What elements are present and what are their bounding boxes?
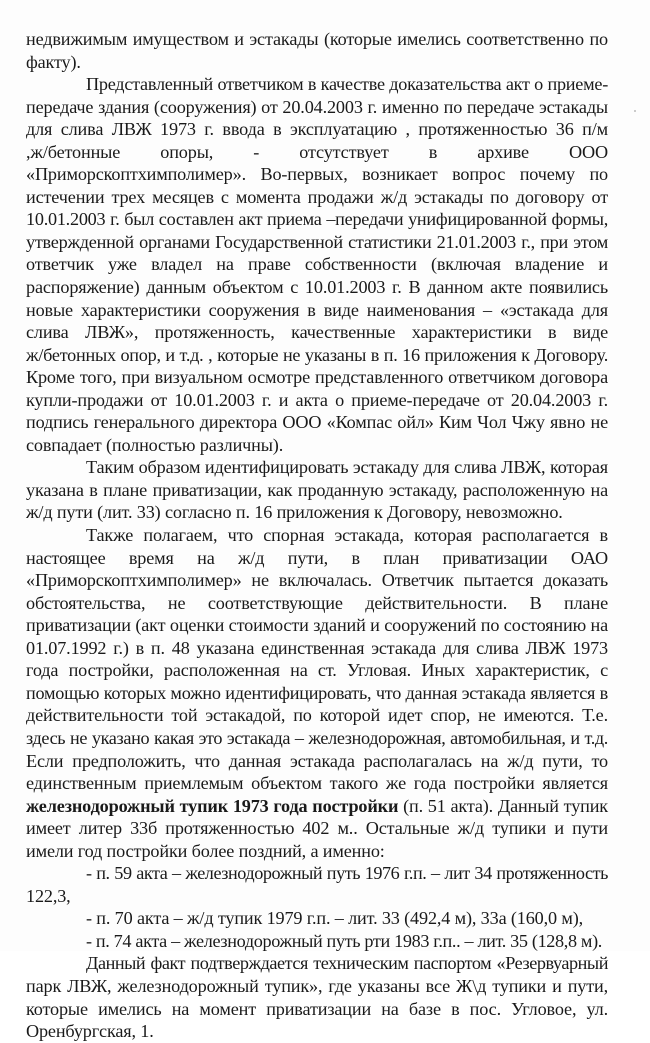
document-line [26,366,608,389]
line-text: Если предположить, что данная эстакада располагалась на ж/д пути, то [26,750,608,771]
document-line [26,479,608,502]
document-line [26,501,608,524]
line-text: Представленный ответчиком в качестве доказательства акт о приеме- [86,74,608,95]
line-text: - п. 59 акта – железнодорожный путь 1976 г.п. – лит 34 протяженность [86,863,608,884]
line-text: Также полагаем, что спорная эстакада, которая располагается в [86,525,608,546]
document-line [26,186,608,209]
line-text: Кроме того, при визуальном осмотре представленного ответчиком договора [26,367,608,388]
document-line [26,344,608,367]
document-line [26,547,608,570]
line-text: «Приморскоптхимполимер» не включалась. Ответчик пытается доказать [26,570,608,591]
document-line [26,817,608,840]
bold-phrase: железнодорожный тупик 1973 года постройки [26,795,399,816]
line-text: 10.01.2003 г. был составлен акт приема –передачи унифицированной формы, [26,209,608,230]
line-text: указана в плане приватизации, как проданную эстакаду, расположенную на [26,479,608,500]
document-line [26,862,608,885]
scan-speck [634,110,636,112]
line-text: ж/д пути (лит. 33) согласно п. 16 приложения к Договору, невозможно. [26,502,563,523]
line-text: обстоятельства, не соответствующие действительности. В плане [26,592,608,613]
document-line [26,28,608,51]
line-text: распоряжение) данным объектом с 10.01.2003 г. В данном акте появились [26,277,608,298]
document-line [26,321,608,344]
line-text: ответчик уже владел на праве собственности (включая владение и [26,254,608,275]
line-text: приватизации (акт оценки стоимости зданий и сооружений по состоянию на [26,615,608,636]
document-line [26,772,608,795]
document-line [26,208,608,231]
line-text: недвижимым имуществом и эстакады (которые имелись соответственно по [26,29,608,49]
line-text: передаче здания (сооружения) от 20.04.2003 г. именно по передаче эстакады [26,96,608,117]
line-text: - п. 70 акта – ж/д тупик 1979 г.п. – лит. 33 (492,4 м), 33а (160,0 м), [86,908,584,929]
line-text: Таким образом идентифицировать эстакаду для слива ЛВЖ, которая [86,457,608,478]
line-text: 122,3, [26,885,71,906]
document-line [26,524,608,547]
line-text: «Приморскоптхимполимер». Во-первых, возникает вопрос почему по [26,164,608,185]
line-text: купли-продажи от 10.01.2003 г. и акта о приеме-передаче от 20.04.2003 г. [26,389,608,410]
document-line [26,975,608,998]
document-body [26,28,608,1043]
line-text: настоящее время на ж/д пути, в план приватизации ОАО [26,547,608,568]
document-line [26,930,608,953]
line-text: года постройки, расположенная на ст. Угловая. Иных характеристик, с [26,660,608,681]
line-text: единственным приемлемым объектом такого же года постройки является [26,773,608,794]
document-line [26,592,608,615]
document-line [26,73,608,96]
line-text: помощью которых можно идентифицировать, что данная эстакада является в [26,682,608,703]
line-text: утвержденной органами Государственной статистики 21.01.2003 г., при этом [26,231,608,252]
document-line [26,569,608,592]
document-line [26,434,608,457]
line-text: новые характеристики сооружения в виде наименования – «эстакада для [26,299,608,320]
document-line [26,727,608,750]
line-text: слива ЛВЖ», протяженность, качественные характеристики в виде [26,322,608,343]
line-text: парк ЛВЖ, железнодорожный тупик», где указаны все Ж\д тупики и пути, [26,975,608,996]
line-text: подпись генерального директора ООО «Компас ойл» Ким Чол Чжу явно не [26,412,608,433]
line-text: 01.07.1992 г.) в п. 48 указана единственная эстакада для слива ЛВЖ 1973 [26,637,608,658]
line-text: совпадает (полностью различны). [26,434,284,455]
line-text: Оренбургская, 1. [26,1021,154,1042]
document-line [26,659,608,682]
line-text: ,ж/бетонные опоры, - отсутствует в архиве ООО [26,141,608,162]
document-line [26,96,608,119]
line-text: для слива ЛВЖ 1973 г. ввода в эксплуатацию , протяженностью 36 п/м [26,119,608,140]
line-text: Данный факт подтверждается техническим паспортом «Резервуарный [86,953,608,974]
line-text: (п. 51 акта). Данный тупик [398,795,608,816]
document-line [26,456,608,479]
document-line [26,682,608,705]
document-line [26,885,608,908]
line-text: имели год постройки более поздний, а именно: [26,840,385,861]
line-text: здесь не указано какая это эстакада – железнодорожная, автомобильная, и т.д. [26,727,608,748]
line-text: истечении трех месяцев с момента продажи ж/д эстакады по договору от [26,186,608,207]
document-line [26,299,608,322]
document-line [26,411,608,434]
document-line [26,614,608,637]
document-line [26,231,608,254]
document-line [26,907,608,930]
line-text: - п. 74 акта – железнодорожный путь рти 1983 г.п.. – лит. 35 (128,8 м). [86,930,602,951]
document-line [26,253,608,276]
document-line [26,389,608,412]
document-line [26,141,608,164]
line-text: факту). [26,51,81,72]
document-line [26,51,608,74]
document-line [26,840,608,863]
line-text: ж/бетонных опор, и т.д. , которые не указаны в п. 16 приложения к Договору. [26,344,608,365]
document-line [26,276,608,299]
document-line [26,704,608,727]
document-line [26,795,608,818]
document-line [26,637,608,660]
line-text: имеет литер 33б протяженностью 402 м.. Остальные ж/д тупики и пути [26,818,608,839]
document-line [26,952,608,975]
document-line [26,750,608,773]
line-text: которые имелись на момент приватизации на базе в пос. Угловое, ул. [26,998,608,1019]
document-line [26,163,608,186]
document-line [26,998,608,1021]
document-line [26,1020,608,1043]
document-line [26,118,608,141]
line-text: действительности той эстакадой, по которой идет спор, не имеются. Т.е. [26,705,608,726]
